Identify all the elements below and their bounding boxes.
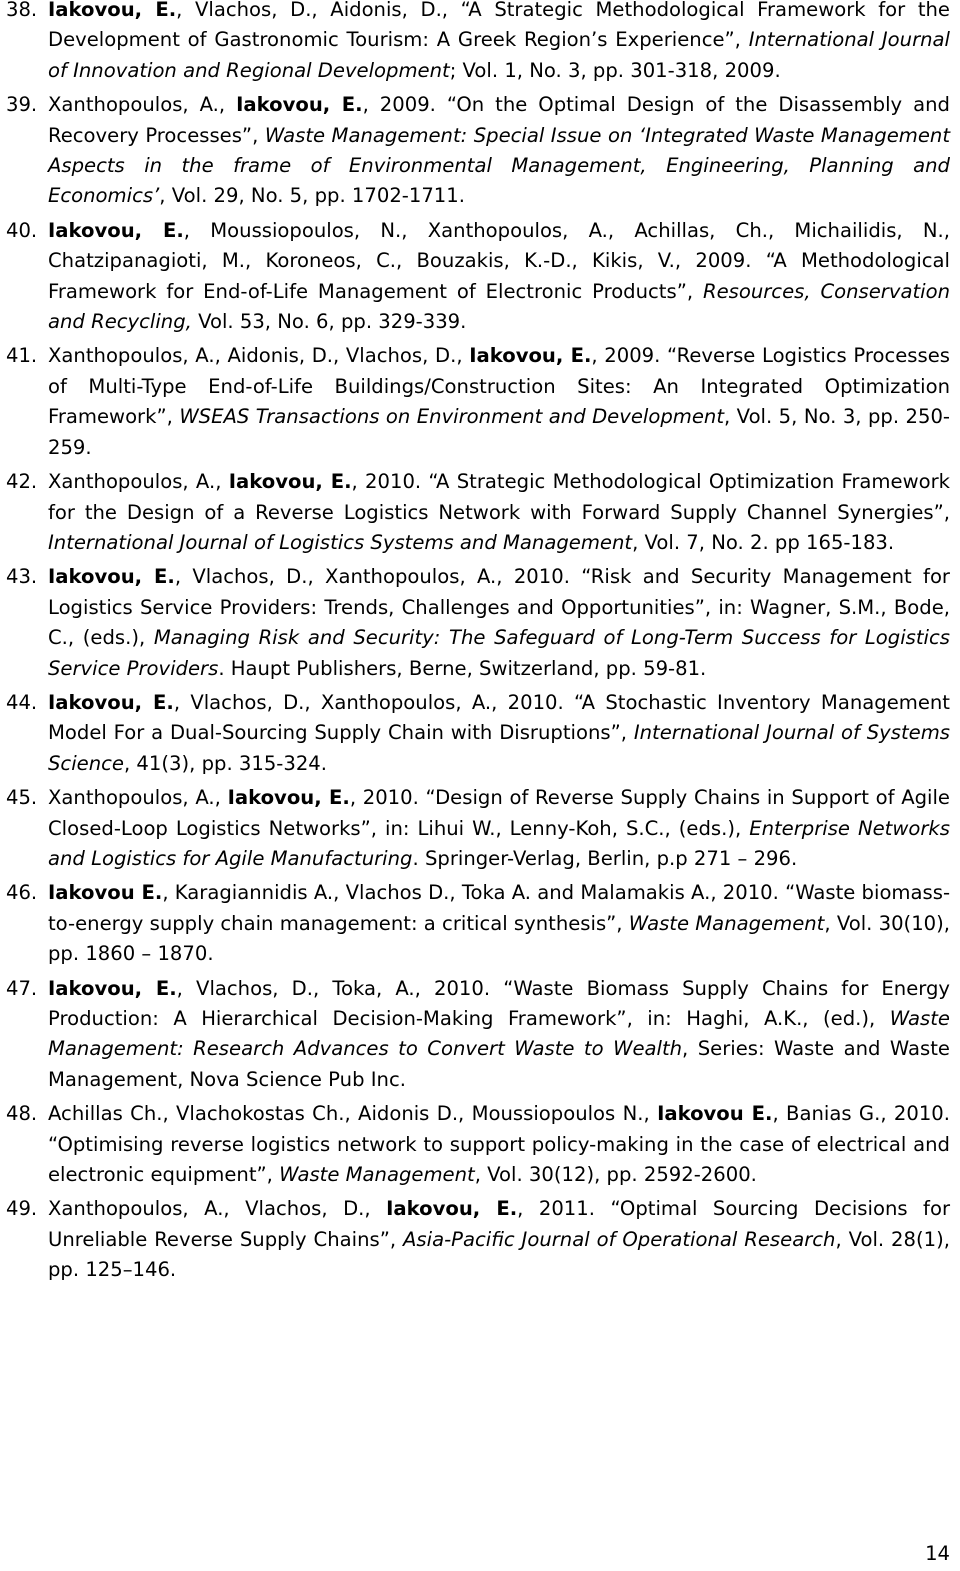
reference-segment: Xanthopoulos, A., [48,470,229,494]
author-highlight: Iakovou, E. [469,344,592,368]
reference-segment: Xanthopoulos, A., Aidonis, D., Vlachos, D., [48,344,470,368]
reference-text [48,783,950,874]
reference-number: 43. [6,565,38,589]
publication-title: Asia-Pacific Journal of Operational Research [403,1227,836,1251]
reference-text [48,467,950,558]
reference-text [48,688,950,779]
reference-item [0,216,960,338]
reference-text [48,341,950,463]
publication-title: Resources, Conservation and Recycling, [48,279,950,334]
reference-segment: Xanthopoulos, A., Vlachos, D., [48,1197,387,1221]
reference-text [48,1194,950,1285]
reference-segment: , 41(3), pp. 315-324. [123,751,327,775]
reference-number: 45. [6,786,38,810]
author-highlight: Iakovou, E. [228,470,352,494]
reference-number: 49. [6,1197,38,1221]
reference-number: 38. [6,0,38,21]
author-highlight: Iakovou, E. [386,1197,518,1221]
author-highlight: Iakovou, E. [227,786,350,810]
publication-title: WSEAS Transactions on Environment and Development [179,405,724,429]
publication-title: International Journal of Systems Science [48,721,950,775]
reference-segment: , Series: Waste and Waste Management, Nova Science Pub Inc. [48,1037,950,1091]
reference-segment: Xanthopoulos, A., [48,786,228,810]
reference-item [0,90,960,212]
reference-number: 46. [6,881,38,905]
publication-title: International Journal of Logistics Systems and Management [48,530,633,554]
publication-title: International Journal of Innovation and Regional Development [48,28,950,82]
author-highlight: Iakovou E. [657,1102,773,1126]
reference-text [48,974,950,1096]
reference-number: 44. [6,690,38,714]
author-highlight: Iakovou, E. [48,218,184,242]
reference-text [48,1099,950,1190]
reference-item [0,1194,960,1285]
reference-segment: , Vol. 28(1), pp. 125–146. [48,1227,950,1282]
reference-item [0,688,960,779]
reference-segment: . Springer-Verlag, Berlin, p.p 271 – 296. [412,846,798,870]
reference-segment: , Vlachos, D., Aidonis, D., “A Strategic Methodological Framework for the Development of Gastronomic Tourism: A Greek Region’s Experience”, [48,0,950,52]
reference-segment: , Moussiopoulos, N., Xanthopoulos, A., Achillas, Ch., Michailidis, N., Chatzipanagioti, M., Koroneos, C., Bouzakis, K.-D., Kikis, V., 2009. “A Methodological Framework for End-of-Life Management of Electronic Products”, [48,218,950,303]
reference-text [48,90,950,212]
author-highlight: Iakovou, E. [48,0,177,21]
reference-segment: , 2011. “Optimal Sourcing Decisions for Unreliable Reverse Supply Chains”, [48,1197,950,1251]
reference-segment: , Vlachos, D., Toka, A., 2010. “Waste Biomass Supply Chains for Energy Production: A Hierarchical Decision-Making Framework”, in: Haghi, A.K., (ed.), [48,976,950,1030]
publication-title: Enterprise Networks and Logistics for Agile Manufacturing [48,816,950,870]
reference-item [0,562,960,684]
reference-segment: Achillas Ch., Vlachokostas Ch., Aidonis D., Moussiopoulos N., [48,1102,658,1126]
reference-segment: , Vol. 30(12), pp. 2592-2600. [474,1163,757,1187]
reference-segment: , Vol. 5, No. 3, pp. 250-259. [48,405,950,459]
reference-segment: , 2010. “A Strategic Methodological Optimization Framework for the Design of a Reverse Logistics Network with Forward Supply Channel Synergies”, [48,470,950,524]
reference-segment: . Haupt Publishers, Berne, Switzerland, pp. 59-81. [218,656,707,680]
reference-item [0,878,960,969]
reference-segment: , 2010. “Design of Reverse Supply Chains in Support of Agile Closed-Loop Logistics Networks”, in: Lihui W., Lenny-Koh, S.C., (eds.), [48,786,950,840]
reference-number: 39. [6,93,38,117]
reference-item [0,783,960,874]
reference-segment: , Karagiannidis A., Vlachos D., Toka A. and Malamakis A., 2010. “Waste biomass-to-energy supply chain management: a critical synthesis”, [48,881,951,935]
reference-segment: , Vlachos, D., Xanthopoulos, A., 2010. “A Stochastic Inventory Management Model For a Dual-Sourcing Supply Chain with Disruptions”, [48,690,950,745]
reference-segment: Vol. 53, No. 6, pp. 329-339. [191,310,467,334]
publication-title: Waste Management [628,911,825,935]
author-highlight: Iakovou E. [48,881,163,905]
reference-number: 47. [6,976,38,1000]
reference-number: 41. [6,344,38,368]
reference-item [0,1099,960,1190]
reference-number: 42. [6,470,38,494]
reference-number: 48. [6,1102,38,1126]
author-highlight: Iakovou, E. [48,565,175,589]
publication-title: Waste Management: Special Issue on ‘Integrated Waste Management Aspects in the frame of Environmental Management, Engineering, Planning and Economics’ [48,123,950,208]
reference-text [48,562,950,684]
reference-segment: , 2009. “Reverse Logistics Processes of Multi-Type End-of-Life Buildings/Construction Sites: An Integrated Optimization Framework”, [48,344,950,429]
reference-number: 40. [6,218,38,242]
reference-segment: , Vlachos, D., Xanthopoulos, A., 2010. “Risk and Security Management for Logistics Service Providers: Trends, Challenges and Opportunities”, in: Wagner, S.M., Bode, C., (eds.), [48,565,950,650]
reference-item [0,467,960,558]
publication-title: Managing Risk and Security: The Safeguard of Long-Term Success for Logistics Service Providers [48,626,950,680]
reference-segment: Xanthopoulos, A., [48,93,237,117]
reference-segment: , Vol. 7, No. 2. pp 165-183. [632,530,895,554]
author-highlight: Iakovou, E. [236,93,363,117]
publication-title: Waste Management [279,1163,475,1187]
reference-item [0,341,960,463]
reference-item [0,0,960,86]
publication-title: Waste Management: Research Advances to Convert Waste to Wealth [48,1007,950,1061]
reference-segment: ; Vol. 1, No. 3, pp. 301-318, 2009. [449,58,781,82]
reference-segment: , 2009. “On the Optimal Design of the Disassembly and Recovery Processes”, [48,93,950,147]
reference-item [0,974,960,1096]
reference-text [48,0,950,86]
reference-segment: , Vol. 30(10), pp. 1860 – 1870. [48,911,950,966]
reference-segment: , Vol. 29, No. 5, pp. 1702-1711. [159,184,465,208]
reference-text [48,878,950,969]
reference-segment: , Banias G., 2010. “Optimising reverse logistics network to support policy-making in the case of electrical and electronic equipment”, [48,1102,950,1187]
author-highlight: Iakovou, E. [48,690,174,714]
page-number: 14 [925,1541,950,1565]
reference-text [48,216,950,338]
author-highlight: Iakovou, E. [48,976,177,1000]
